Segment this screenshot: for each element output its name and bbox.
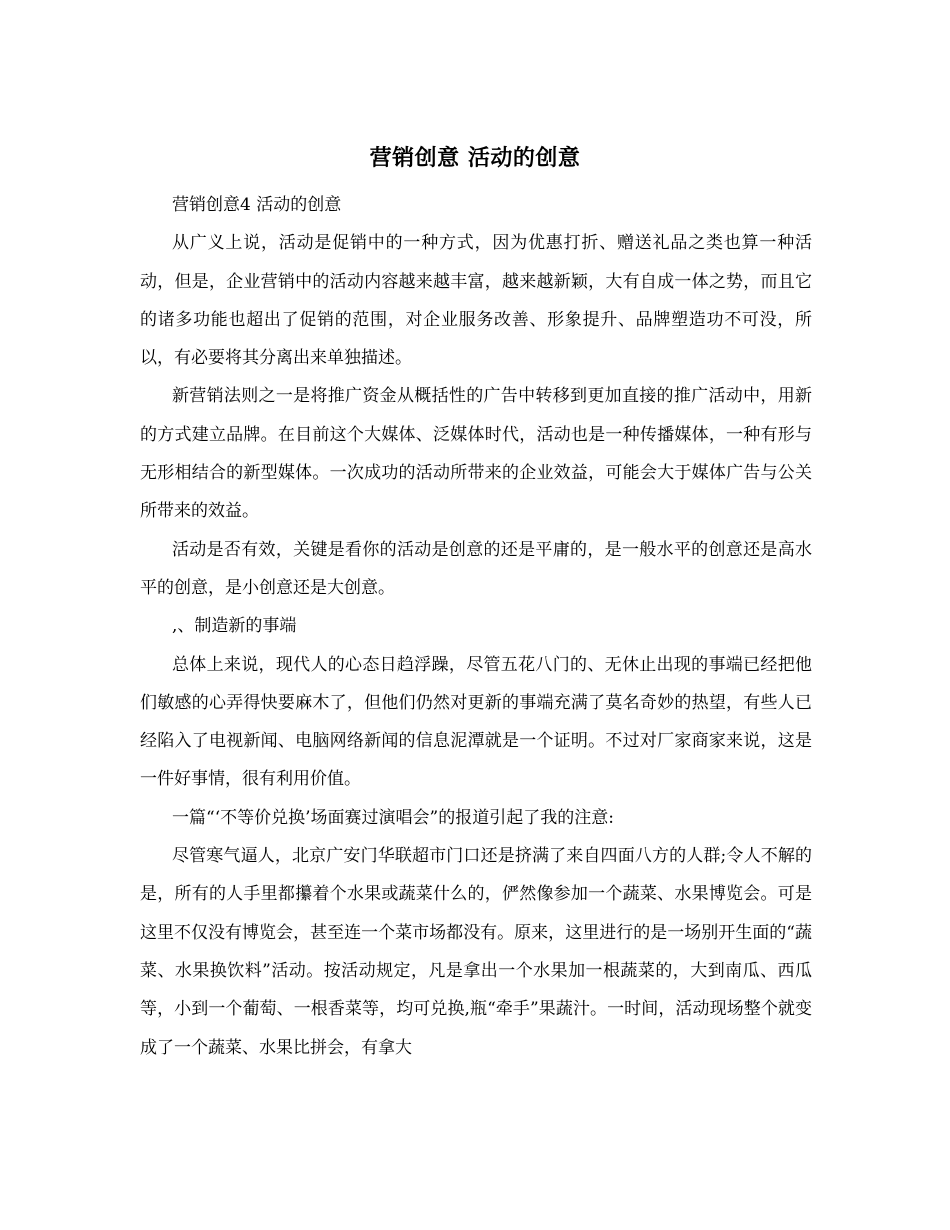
paragraph: 一篇“‘不等价兑换’场面赛过演唱会”的报道引起了我的注意: bbox=[172, 807, 614, 828]
paragraph: 总体上来说，现代人的心态日趋浮躁，尽管五花八门的、无休止出现的事端已经把他们敏感的心弄得快要麻木了，但他们仍然对更新的事端充满了莫名奇妙的热望，有些人已经陷入了电视新闻、电脑网络新闻的信息泥潭就是一个证明。不过对厂家商家来说，这是一件好事情，很有利用价值。 bbox=[140, 654, 812, 790]
paragraph: 新营销法则之一是将推广资金从概括性的广告中转移到更加直接的推广活动中，用新的方式建立品牌。在目前这个大媒体、泛媒体时代，活动也是一种传播媒体，一种有形与无形相结合的新型媒体。一次成功的活动所带来的企业效益，可能会大于媒体广告与公关所带来的效益。 bbox=[140, 386, 812, 522]
document-body bbox=[140, 186, 812, 1067]
paragraph: 从广义上说，活动是促销中的一种方式，因为优惠打折、赠送礼品之类也算一种活动，但是，企业营销中的活动内容越来越丰富，越来越新颖，大有自成一体之势，而且它的诸多功能也超出了促销的范围，对企业服务改善、形象提升、品牌塑造功不可没，所以，有必要将其分离出来单独描述。 bbox=[140, 233, 812, 369]
paragraph-subtitle: 营销创意4 活动的创意 bbox=[172, 195, 342, 215]
paragraph: 活动是否有效，关键是看你的活动是创意的还是平庸的，是一般水平的创意还是高水平的创意，是小创意还是大创意。 bbox=[140, 539, 812, 598]
document-title: 营销创意 活动的创意 bbox=[369, 145, 581, 171]
paragraph: 尽管寒气逼人，北京广安门华联超市门口还是挤满了来自四面八方的人群;令人不解的是，所有的人手里都攥着个水果或蔬菜什么的，俨然像参加一个蔬菜、水果博览会。可是这里不仅没有博览会，甚至连一个菜市场都没有。原来，这里进行的是一场别开生面的“蔬菜、水果换饮料”活动。按活动规定，凡是拿出一个水果加一根蔬菜的，大到南瓜、西瓜等，小到一个葡萄、一根香菜等，均可兑换,瓶“牵手”果蔬汁。一时间，活动现场整个就变成了一个蔬菜、水果比拼会，有拿大 bbox=[140, 846, 812, 1058]
section-heading: ,、制造新的事端 bbox=[172, 616, 297, 637]
